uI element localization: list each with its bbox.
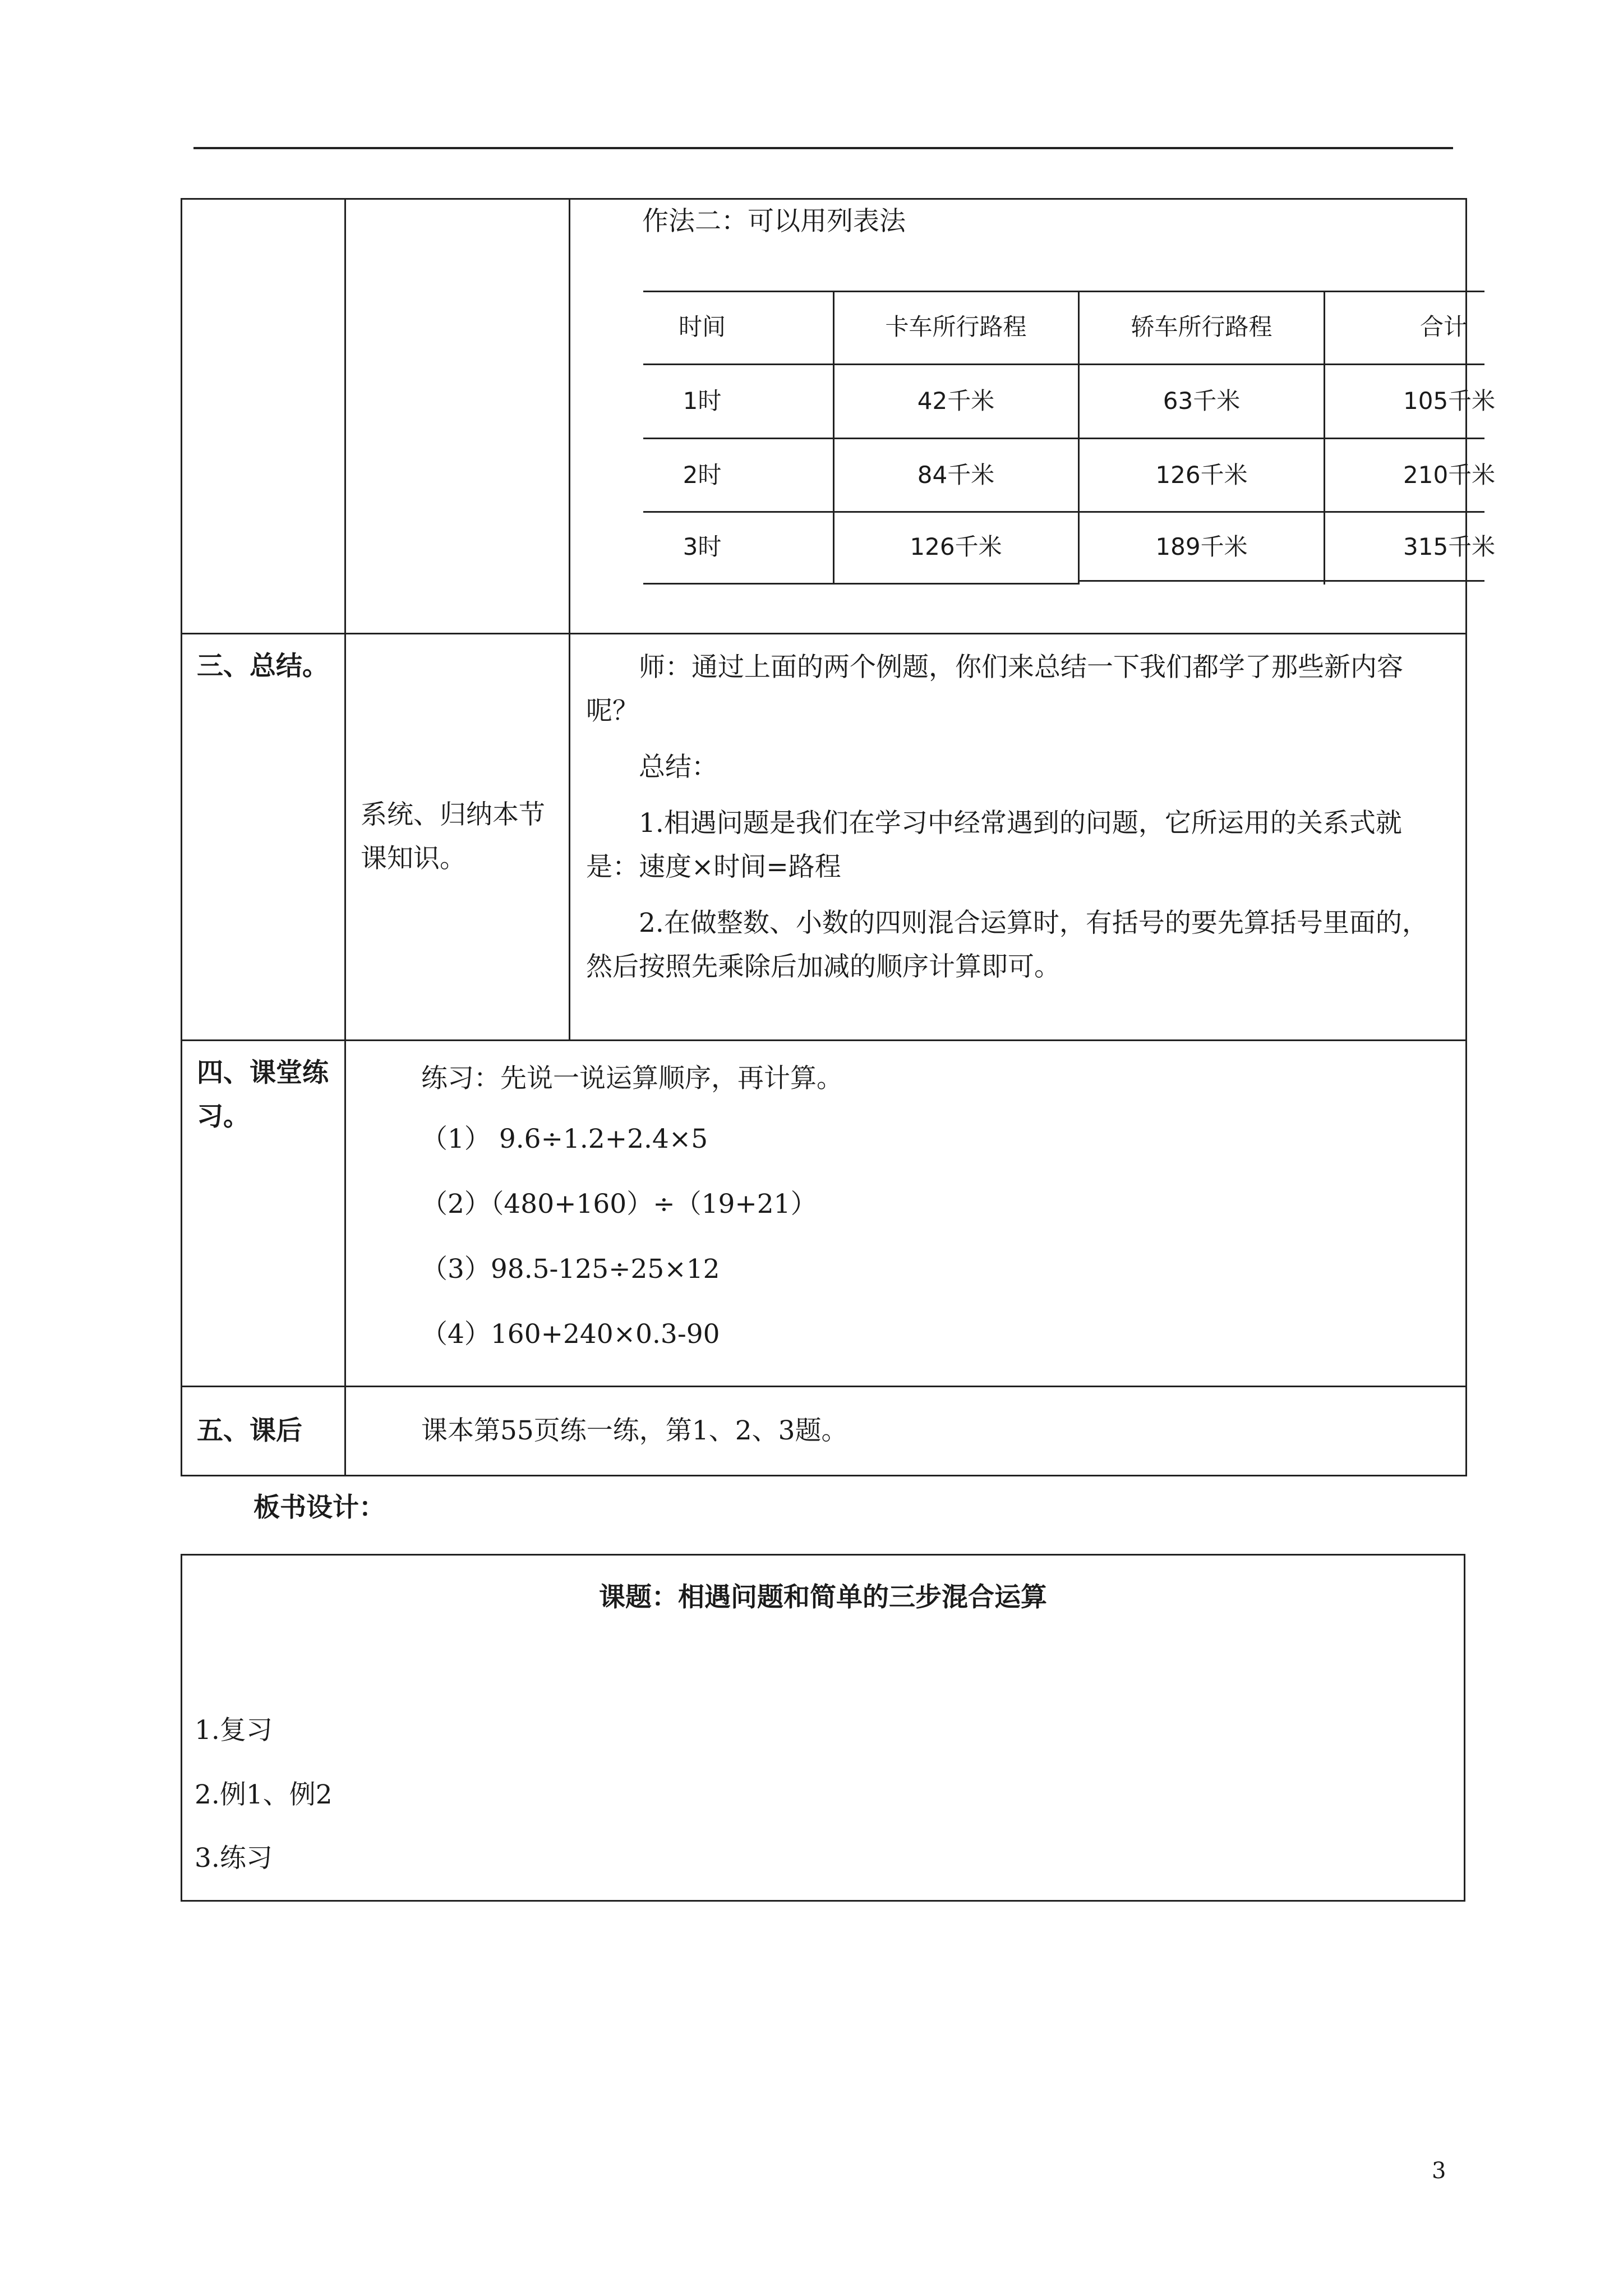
homework-section-label: 五、课后 (182, 1387, 345, 1476)
row1-time: 1时 (683, 387, 722, 415)
lesson-plan-table (181, 198, 1496, 1476)
homework-content (345, 1387, 1467, 1476)
row2-total: 210千米 (1403, 461, 1496, 489)
header-car: 轿车所行路程 (1131, 313, 1272, 341)
row3-time: 3时 (683, 533, 722, 560)
header-time: 时间 (678, 313, 726, 341)
row1-truck: 42千米 (917, 387, 995, 415)
practice-item-3: （3）98.5-125÷25×12 (421, 1254, 720, 1285)
row3-total: 315千米 (1403, 533, 1496, 560)
summary-point-1: 1.相遇问题是我们在学习中经常遇到的问题，它所运用的关系式就是：速度×时间=路程 (586, 808, 1402, 882)
homework-text: 课本第55页练一练，第1、2、3题。 (421, 1415, 848, 1446)
method-row (182, 199, 1467, 634)
row1-car: 63千米 (1163, 387, 1241, 415)
practice-row (182, 1041, 1467, 1387)
summary-goal-text: 系统、归纳本节课知识。 (361, 799, 545, 874)
practice-content (345, 1041, 1467, 1387)
row2-time: 2时 (683, 461, 722, 489)
header-truck: 卡车所行路程 (885, 313, 1027, 341)
board-design-label: 板书设计： (253, 1492, 385, 1523)
row2-car: 126千米 (1155, 461, 1248, 489)
empty-section-cell (182, 199, 345, 634)
board-item-1: 1.复习 (195, 1715, 273, 1746)
summary-row (182, 634, 1467, 1041)
header-rule (193, 147, 1453, 149)
row3-car: 189千米 (1155, 533, 1248, 560)
method-cell (570, 199, 1496, 634)
page-number: 3 (1432, 2158, 1446, 2184)
practice-item-2: （2）（480+160）÷（19+21） (421, 1189, 817, 1220)
practice-item-4: （4）160+240×0.3-90 (421, 1319, 720, 1350)
summary-label: 总结： (639, 752, 718, 783)
summary-section-label: 三、总结。 (182, 634, 345, 1041)
row2-truck: 84千米 (917, 461, 995, 489)
row1-total: 105千米 (1403, 387, 1496, 415)
summary-point-2: 2.在做整数、小数的四则混合运算时，有括号的要先算括号里面的，然后按照先乘除后加减的顺序计算即可。 (586, 908, 1428, 982)
practice-item-1: （1） 9.6÷1.2+2.4×5 (421, 1124, 708, 1154)
empty-goal-cell (345, 199, 570, 634)
board-item-2: 2.例1、例2 (195, 1779, 333, 1810)
summary-content (570, 634, 1467, 1041)
row3-truck: 126千米 (910, 533, 1002, 560)
board-title: 课题：相遇问题和简单的三步混合运算 (599, 1582, 1047, 1613)
summary-intro: 师：通过上面的两个例题，你们来总结一下我们都学了那些新内容呢？ (586, 652, 1403, 726)
practice-section-label: 四、课堂练习。 (182, 1041, 345, 1387)
homework-row (182, 1387, 1467, 1476)
method-title: 作法二：可以用列表法 (642, 206, 906, 237)
board-item-3: 3.练习 (195, 1843, 273, 1874)
header-total: 合计 (1420, 313, 1468, 341)
practice-intro: 练习：先说一说运算顺序，再计算。 (421, 1063, 843, 1094)
summary-goal (345, 634, 570, 1041)
distance-table (643, 291, 1496, 588)
board-design-box (181, 1554, 1465, 1902)
